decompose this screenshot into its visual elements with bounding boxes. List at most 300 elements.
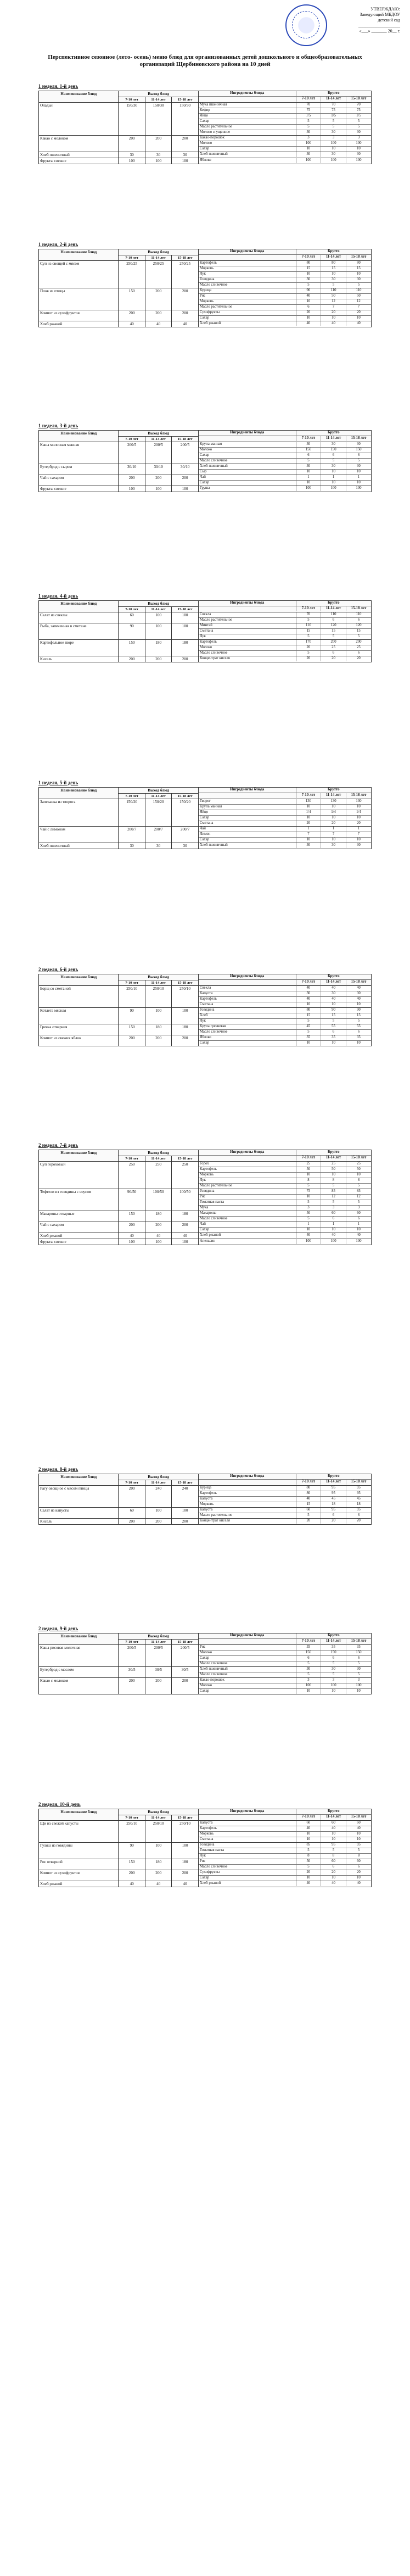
ingredient-gross: 10 bbox=[321, 1876, 346, 1881]
ingredient-gross: 5 bbox=[296, 618, 321, 623]
ingredient-gross: 30 bbox=[346, 464, 371, 470]
output-value: 30/5 bbox=[172, 1667, 198, 1678]
ingredient-gross: 10 bbox=[346, 816, 371, 821]
ingredient-name: Сахар bbox=[199, 1228, 296, 1233]
ingredient-gross: 100 bbox=[321, 1683, 346, 1689]
ingredients-title: Ингредиенты блюда bbox=[199, 431, 296, 436]
ingredient-name: Творог bbox=[199, 799, 296, 805]
ingredient-gross: 5 bbox=[346, 1848, 371, 1854]
ingredient-gross: 10 bbox=[321, 1228, 346, 1233]
ingredient-row bbox=[199, 629, 371, 634]
ingredient-row bbox=[199, 1002, 371, 1008]
ingredient-gross: 30 bbox=[321, 277, 346, 283]
ingredient-gross: 10 bbox=[296, 838, 321, 843]
output-value: 100 bbox=[145, 1508, 171, 1519]
ingredient-gross: 20 bbox=[321, 1870, 346, 1876]
dish-name: Рыба, запеченная в сметане bbox=[39, 623, 119, 640]
output-value: 240 bbox=[172, 1486, 198, 1508]
ingredient-gross: 5 bbox=[321, 634, 346, 640]
ingredient-gross: 8 bbox=[321, 1854, 346, 1859]
ingredient-gross: 40 bbox=[321, 321, 346, 326]
ingredient-row bbox=[199, 1678, 371, 1683]
ingredient-name: Морковь bbox=[199, 299, 296, 305]
ingredient-row bbox=[199, 1024, 371, 1030]
output-value: 200 bbox=[145, 1035, 171, 1046]
ingredient-row bbox=[199, 1019, 371, 1024]
ingredient-gross: 6 bbox=[357, 1513, 360, 1517]
col-header-ingredients bbox=[198, 1474, 371, 1486]
ingredient-row bbox=[199, 1184, 371, 1189]
col-header-ingredients bbox=[198, 601, 371, 612]
ingredient-name: Свекла bbox=[199, 612, 296, 618]
ingredient-gross: 30 bbox=[296, 1667, 321, 1672]
output-value: 200 bbox=[119, 310, 145, 321]
dish-name: Тефтели из говядины с соусом bbox=[39, 1189, 119, 1211]
ingredient-row bbox=[199, 991, 371, 997]
table-row bbox=[39, 1222, 372, 1233]
ingredient-gross: 12 bbox=[346, 1195, 371, 1200]
ingredient-row bbox=[199, 261, 371, 266]
ingredient-row bbox=[199, 1195, 371, 1200]
ingredient-name: Молоко сгущенное bbox=[199, 130, 296, 136]
ingredient-row bbox=[199, 1832, 371, 1837]
ingredient-gross: 150 bbox=[296, 448, 321, 453]
ingredient-gross: 12 bbox=[346, 299, 371, 305]
ingredient-gross: 15 bbox=[346, 266, 371, 272]
ingredient-gross: 110 bbox=[346, 288, 371, 294]
ingredient-gross: 20 bbox=[296, 1519, 321, 1524]
ingredient-gross: 40 bbox=[346, 1826, 371, 1832]
ingredient-gross: 95 bbox=[321, 1486, 346, 1491]
gross-title: Брутто bbox=[296, 601, 371, 606]
output-age-header: 11-14 лет bbox=[145, 794, 171, 799]
day-label: 2 неделя, 8-й день bbox=[38, 1467, 78, 1472]
ingredient-name: Масло сливочное bbox=[199, 1865, 296, 1870]
ingredient-row bbox=[199, 832, 371, 838]
dish-name: Хлеб пшеничный bbox=[39, 843, 119, 849]
ingredient-gross: 110 bbox=[346, 612, 371, 618]
table-row bbox=[39, 1843, 372, 1859]
output-age-header: 7-10 лет bbox=[119, 255, 145, 261]
ingredient-gross: 70 bbox=[321, 103, 346, 108]
ingredients-spacer bbox=[199, 97, 296, 102]
ingredient-gross: 20 bbox=[346, 310, 371, 316]
ingredient-gross: 45 bbox=[346, 1497, 371, 1502]
ingredient-gross: 60 bbox=[296, 1821, 321, 1826]
gross-age-header: 15-18 лет bbox=[351, 1639, 367, 1643]
ingredient-gross: 12 bbox=[321, 299, 346, 305]
ingredient-row bbox=[199, 1211, 371, 1217]
ingredient-row bbox=[199, 464, 371, 470]
table-row bbox=[39, 843, 372, 849]
ingredient-gross: 50 bbox=[296, 1211, 321, 1217]
ingredient-gross: 20 bbox=[321, 656, 346, 661]
ingredient-name: Кефир bbox=[199, 108, 296, 114]
output-value: 60 bbox=[119, 612, 145, 623]
ingredient-gross: 20 bbox=[296, 821, 321, 827]
ingredient-gross: 35 bbox=[321, 1645, 346, 1651]
output-value: 180 bbox=[145, 1024, 171, 1035]
ingredients-cell bbox=[198, 1645, 371, 1667]
ingredients-spacer bbox=[199, 1815, 296, 1820]
table-row bbox=[39, 1821, 372, 1843]
ingredient-row bbox=[199, 147, 371, 152]
day-block bbox=[38, 1802, 372, 1887]
table-row bbox=[39, 1519, 372, 1525]
ingredient-row bbox=[199, 640, 371, 645]
output-value: 100 bbox=[145, 612, 171, 623]
ingredient-gross: 10 bbox=[296, 147, 321, 152]
ingredient-name: Масло сливочное bbox=[199, 1661, 296, 1667]
day-label: 2 неделя, 10-й день bbox=[38, 1802, 81, 1807]
ingredient-gross: 3 bbox=[321, 1206, 346, 1211]
ingredient-gross: 40 bbox=[296, 997, 321, 1002]
ingredient-gross: 15 bbox=[321, 1013, 346, 1019]
ingredient-gross: 10 bbox=[357, 838, 361, 841]
ingredient-gross: 100 bbox=[356, 486, 362, 490]
col-header-output: Выход блюд bbox=[119, 1474, 198, 1480]
output-age-header: 7-10 лет bbox=[119, 1815, 145, 1821]
dish-name: Хлеб ржаной bbox=[39, 1881, 119, 1887]
dish-name: Рис отварной bbox=[39, 1859, 119, 1870]
ingredient-gross: 8 bbox=[357, 1854, 360, 1858]
table-row bbox=[39, 1667, 372, 1678]
ingredient-row bbox=[199, 136, 371, 141]
ingredients-title: Ингредиенты блюда bbox=[199, 249, 296, 255]
ingredient-gross: 30 bbox=[357, 152, 361, 156]
ingredient-gross: 6 bbox=[357, 618, 360, 622]
ingredient-gross: 1 bbox=[321, 475, 346, 481]
ingredient-gross: 40 bbox=[296, 321, 321, 326]
output-value: 200 bbox=[119, 1486, 145, 1508]
ingredient-gross: 7 bbox=[357, 305, 360, 309]
ingredients-cell bbox=[198, 136, 371, 152]
ingredient-gross: 100 bbox=[356, 1239, 362, 1243]
day-block bbox=[38, 593, 372, 662]
gross-age-header: 11-14 лет bbox=[321, 980, 346, 985]
output-value: 200/5 bbox=[172, 442, 198, 464]
day-label: 1 неделя, 4-й день bbox=[38, 593, 78, 599]
output-age-header: 15-18 лет bbox=[172, 1815, 198, 1821]
ingredient-gross: 15 bbox=[321, 629, 346, 634]
ingredient-gross: 5 bbox=[296, 125, 321, 130]
ingredient-gross: 15 bbox=[296, 1013, 321, 1019]
ingredient-gross: 10 bbox=[321, 838, 346, 843]
output-value: 150/30 bbox=[172, 103, 198, 136]
ingredient-gross: 100 bbox=[296, 1683, 321, 1689]
ingredient-gross: 30 bbox=[321, 1667, 346, 1672]
ingredient-row bbox=[199, 1486, 371, 1491]
ingredient-gross: 30 bbox=[346, 277, 371, 283]
ingredient-row bbox=[199, 103, 371, 108]
ingredient-gross: 75 bbox=[296, 1189, 321, 1195]
ingredient-gross: 1/5 bbox=[296, 114, 321, 119]
ingredient-gross: 25 bbox=[346, 645, 371, 651]
ingredient-gross: 3 bbox=[321, 1678, 346, 1683]
ingredient-row bbox=[199, 475, 371, 481]
ingredients-cell bbox=[198, 1667, 371, 1678]
output-value: 200/5 bbox=[145, 1645, 171, 1667]
ingredients-cell bbox=[198, 464, 371, 475]
ingredient-name: Говядина bbox=[199, 277, 296, 283]
ingredient-gross: 40 bbox=[357, 1881, 361, 1885]
dish-name: Кисель bbox=[39, 656, 119, 662]
ingredient-gross: 95 bbox=[346, 1486, 371, 1491]
gross-age-header: 11-14 лет bbox=[321, 255, 346, 260]
ingredients-cell bbox=[198, 321, 371, 327]
table-row bbox=[39, 656, 372, 662]
ingredient-gross: 10 bbox=[321, 1689, 346, 1694]
ingredient-row bbox=[199, 1870, 371, 1876]
ingredient-name: Сахар bbox=[199, 147, 296, 152]
ingredient-gross: 70 bbox=[296, 612, 321, 618]
ingredient-name: Сахар bbox=[199, 1656, 296, 1661]
ingredient-row bbox=[199, 1519, 371, 1524]
ingredient-gross: 130 bbox=[346, 799, 371, 805]
ingredients-cell bbox=[198, 843, 371, 849]
ingredient-gross: 100 bbox=[321, 158, 346, 163]
table-row bbox=[39, 1239, 372, 1245]
ingredient-gross: 5 bbox=[357, 1019, 360, 1023]
output-value: 200/7 bbox=[119, 827, 145, 843]
ingredient-gross: 10 bbox=[296, 481, 321, 486]
ingredient-row bbox=[199, 827, 371, 832]
ingredients-spacer bbox=[199, 255, 296, 260]
ingredients-cell bbox=[198, 475, 371, 486]
output-value: 250/10 bbox=[145, 1821, 171, 1843]
menu-table bbox=[38, 787, 372, 849]
ingredients-cell bbox=[198, 1881, 371, 1887]
output-value: 200 bbox=[172, 1519, 198, 1525]
output-age-header: 11-14 лет bbox=[145, 1156, 171, 1162]
table-row bbox=[39, 158, 372, 164]
ingredients-spacer bbox=[199, 606, 296, 612]
approval-line: ___________________ bbox=[358, 23, 400, 28]
output-value: 200/5 bbox=[145, 442, 171, 464]
ingredient-row bbox=[199, 1661, 371, 1667]
table-row bbox=[39, 1881, 372, 1887]
ingredient-gross: 30 bbox=[321, 442, 346, 448]
ingredient-row bbox=[199, 1854, 371, 1859]
ingredient-gross: 10 bbox=[321, 1041, 346, 1046]
col-header-ingredients bbox=[198, 1809, 371, 1821]
ingredients-title: Ингредиенты блюда bbox=[199, 601, 296, 606]
ingredients-cell bbox=[198, 1678, 371, 1694]
ingredient-gross: 10 bbox=[357, 147, 361, 150]
output-value: 250 bbox=[172, 1162, 198, 1189]
gross-title: Брутто bbox=[296, 1633, 371, 1639]
output-age-header: 11-14 лет bbox=[145, 980, 171, 986]
ingredient-gross: 170 bbox=[296, 640, 321, 645]
output-age-header: 11-14 лет bbox=[145, 437, 171, 442]
ingredient-gross: 30 bbox=[346, 1667, 371, 1672]
ingredients-cell bbox=[198, 1211, 371, 1222]
ingredient-name: Яйцо bbox=[199, 810, 296, 816]
ingredients-cell bbox=[198, 103, 371, 136]
gross-age-header: 15-18 лет bbox=[351, 1156, 367, 1159]
output-value: 30 bbox=[119, 843, 145, 849]
output-age-header: 15-18 лет bbox=[172, 607, 198, 612]
ingredient-gross: 10 bbox=[296, 805, 321, 810]
ingredient-name: Курица bbox=[199, 288, 296, 294]
output-age-header: 7-10 лет bbox=[119, 1480, 145, 1486]
day-label: 2 неделя, 9-й день bbox=[38, 1626, 78, 1631]
ingredient-gross: 130 bbox=[321, 799, 346, 805]
ingredient-gross: 10 bbox=[296, 1228, 321, 1233]
ingredient-row bbox=[199, 294, 371, 299]
output-age-header: 7-10 лет bbox=[119, 794, 145, 799]
gross-age-header: 7-10 лет bbox=[296, 980, 321, 985]
output-value: 200 bbox=[145, 656, 171, 662]
dish-name: Хлеб ржаной bbox=[39, 1233, 119, 1239]
ingredient-name: Сахар bbox=[199, 838, 296, 843]
ingredient-name: Сахар bbox=[199, 453, 296, 459]
ingredient-gross: 1 bbox=[321, 827, 346, 832]
ingredient-gross: 150 bbox=[296, 1651, 321, 1656]
dish-name: Макароны отварные bbox=[39, 1211, 119, 1222]
output-age-header: 11-14 лет bbox=[145, 97, 171, 103]
dish-name: Бутерброд с маслом bbox=[39, 1667, 119, 1678]
ingredient-gross: 10 bbox=[346, 805, 371, 810]
ingredient-gross: 25 bbox=[321, 1162, 346, 1167]
ingredient-name: Апельсин bbox=[199, 1239, 296, 1244]
ingredient-name: Какао-порошок bbox=[199, 1678, 296, 1683]
ingredient-gross: 40 bbox=[296, 294, 321, 299]
col-header-dish: Наименование блюд bbox=[39, 91, 119, 103]
dish-name: Хлеб пшеничный bbox=[39, 152, 119, 158]
table-row bbox=[39, 261, 372, 288]
output-age-header: 11-14 лет bbox=[145, 1480, 171, 1486]
ingredient-row bbox=[199, 1167, 371, 1173]
ingredient-gross: 110 bbox=[321, 612, 346, 618]
ingredient-gross: 10 bbox=[357, 1689, 361, 1693]
ingredient-row bbox=[199, 1222, 371, 1228]
day-block bbox=[38, 242, 372, 327]
ingredient-gross: 5 bbox=[346, 119, 371, 125]
output-age-header: 15-18 лет bbox=[172, 1640, 198, 1645]
gross-age-header: 7-10 лет bbox=[296, 255, 321, 260]
table-row bbox=[39, 612, 372, 623]
ingredient-gross: 30 bbox=[321, 130, 346, 136]
ingredients-cell bbox=[198, 1035, 371, 1046]
output-value: 240 bbox=[145, 1486, 171, 1508]
ingredient-gross: 80 bbox=[346, 261, 371, 266]
day-block bbox=[38, 1142, 372, 1245]
output-value: 180 bbox=[172, 1859, 198, 1870]
ingredient-gross: 5 bbox=[296, 1184, 321, 1189]
ingredient-row bbox=[199, 821, 371, 827]
table-row bbox=[39, 464, 372, 475]
ingredient-gross: 55 bbox=[346, 1024, 371, 1030]
col-header-ingredients bbox=[198, 788, 371, 799]
output-age-header: 7-10 лет bbox=[119, 607, 145, 612]
ingredient-row bbox=[199, 272, 371, 277]
ingredient-row bbox=[199, 1881, 371, 1886]
dish-name: Каша молочная манная bbox=[39, 442, 119, 464]
day-label: 2 неделя, 6-й день bbox=[38, 967, 78, 972]
ingredient-gross: 10 bbox=[296, 1837, 321, 1843]
ingredient-gross: 75 bbox=[296, 108, 321, 114]
dish-name: Гречка отварная bbox=[39, 1024, 119, 1035]
ingredient-gross: 35 bbox=[346, 1645, 371, 1651]
ingredient-row bbox=[199, 1206, 371, 1211]
output-value: 200/7 bbox=[172, 827, 198, 843]
ingredient-row bbox=[199, 442, 371, 448]
ingredient-gross: 1/5 bbox=[346, 114, 371, 119]
ingredient-name: Рис bbox=[199, 1195, 296, 1200]
ingredient-gross: 15 bbox=[346, 629, 371, 634]
table-row bbox=[39, 1162, 372, 1189]
ingredient-gross: 5 bbox=[296, 1217, 321, 1222]
ingredient-row bbox=[199, 470, 371, 475]
ingredient-row bbox=[199, 1843, 371, 1848]
ingredient-row bbox=[199, 816, 371, 821]
ingredient-gross: 35 bbox=[321, 1035, 346, 1041]
output-value: 200 bbox=[172, 656, 198, 662]
col-header-dish: Наименование блюд bbox=[39, 974, 119, 986]
ingredient-row bbox=[199, 283, 371, 288]
output-value: 30/10 bbox=[119, 464, 145, 475]
ingredient-row bbox=[199, 1508, 371, 1513]
output-value: 40 bbox=[119, 1881, 145, 1887]
ingredient-name: Крупа манная bbox=[199, 442, 296, 448]
ingredient-gross: 1 bbox=[346, 1222, 371, 1228]
ingredient-name: Сахар bbox=[199, 1689, 296, 1694]
ingredient-gross: 3 bbox=[346, 1678, 371, 1683]
ingredient-name: Лук bbox=[199, 1854, 296, 1859]
ingredient-name: Масло сливочное bbox=[199, 459, 296, 464]
ingredient-gross: 20 bbox=[321, 310, 346, 316]
ingredient-name: Крупа манная bbox=[199, 805, 296, 810]
ingredient-name: Хлеб bbox=[199, 1013, 296, 1019]
ingredient-gross: 5 bbox=[296, 1200, 321, 1206]
ingredients-cell bbox=[198, 986, 371, 1008]
ingredient-gross: 30 bbox=[346, 991, 371, 997]
ingredient-row bbox=[199, 1200, 371, 1206]
ingredients-cell bbox=[198, 656, 371, 662]
ingredient-gross: 40 bbox=[321, 986, 346, 991]
ingredient-name: Сухофрукты bbox=[199, 310, 296, 316]
ingredient-gross: 5 bbox=[357, 1672, 360, 1676]
ingredient-gross: 5 bbox=[296, 1848, 321, 1854]
ingredient-gross: 5 bbox=[357, 634, 360, 638]
output-value: 150/30 bbox=[119, 103, 145, 136]
day-label: 1 неделя, 1-й день bbox=[38, 83, 78, 89]
ingredient-name: Концентрат киселя bbox=[199, 656, 296, 661]
dish-name: Компот из сухофруктов bbox=[39, 1870, 119, 1881]
dish-name: Рагу овощное с мясом птицы bbox=[39, 1486, 119, 1508]
dish-name: Суп из овощей с мясом bbox=[39, 261, 119, 288]
ingredient-gross: 6 bbox=[357, 1217, 360, 1220]
ingredient-gross: 1 bbox=[296, 475, 321, 481]
ingredient-gross: 30 bbox=[296, 277, 321, 283]
ingredient-name: Картофель bbox=[199, 997, 296, 1002]
output-value: 30/10 bbox=[145, 464, 171, 475]
output-value: 100 bbox=[119, 486, 145, 492]
ingredient-name: Сметана bbox=[199, 1837, 296, 1843]
gross-age-header: 11-14 лет bbox=[321, 606, 346, 612]
ingredient-row bbox=[199, 1497, 371, 1502]
ingredient-name: Сахар bbox=[199, 1876, 296, 1881]
table-row bbox=[39, 623, 372, 640]
dish-name: Компот из сухофруктов bbox=[39, 310, 119, 321]
output-value: 40 bbox=[145, 1233, 171, 1239]
ingredient-gross: 30 bbox=[321, 843, 346, 848]
ingredient-name: Хлеб пшеничный bbox=[199, 464, 296, 470]
ingredient-gross: 40 bbox=[346, 986, 371, 991]
ingredient-gross: 40 bbox=[296, 1497, 321, 1502]
ingredient-gross: 8 bbox=[296, 1854, 321, 1859]
